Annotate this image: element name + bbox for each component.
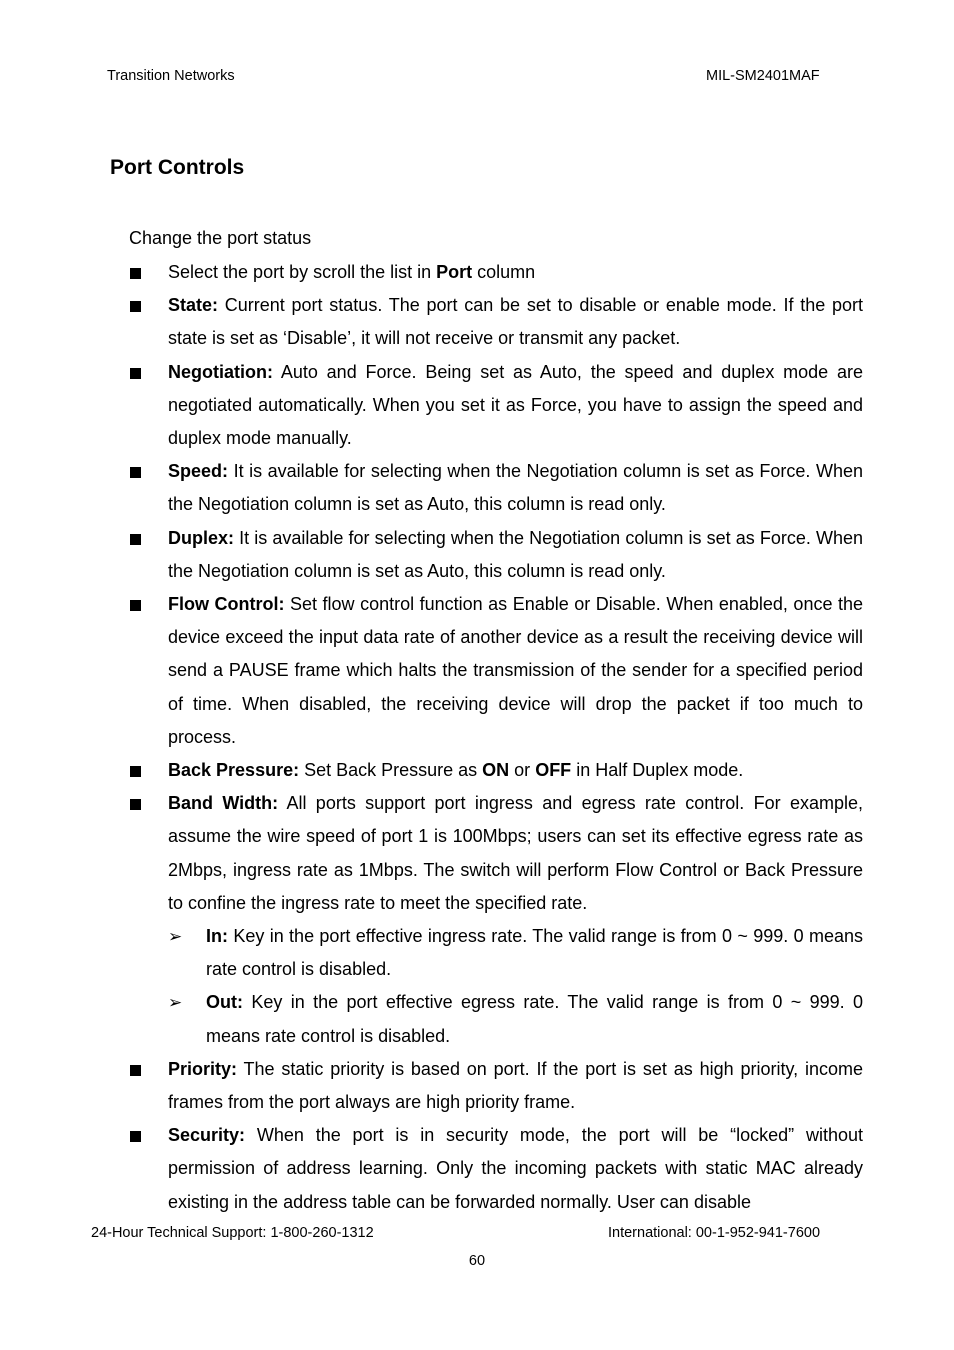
square-bullet-icon xyxy=(130,1131,141,1142)
item-text: The static priority is based on port. If the port is set as high priority, income frames from the port always are high priority frame. xyxy=(168,1058,863,1113)
square-bullet-icon xyxy=(130,268,141,279)
item-label: Negotiation: xyxy=(168,361,273,382)
arrowhead-bullet-icon: ➢ xyxy=(168,927,183,947)
item-bold: ON xyxy=(482,760,510,781)
item-label: Security: xyxy=(168,1125,246,1146)
item-label: Band Width: xyxy=(168,793,279,814)
intro-text: Change the port status xyxy=(129,228,312,248)
square-bullet-icon xyxy=(130,1065,141,1076)
sublist-item-in xyxy=(168,920,863,986)
square-bullet-icon xyxy=(130,467,141,478)
item-label: Back Pressure: xyxy=(168,760,300,781)
item-text: or xyxy=(509,760,536,781)
square-bullet-icon xyxy=(130,766,141,777)
page-number: 60 xyxy=(468,1253,486,1269)
item-text: Set flow control function as Enable or Disable. When enabled, once the device exceed the input data rate of another device as a result the receiving device will send a PAUSE frame which halts the transmission of the sender for a specified period of time. When disabled, the receiving device will drop the packet if too much to process. xyxy=(168,594,864,747)
header-left: Transition Networks xyxy=(107,68,235,84)
sublist-item-out xyxy=(168,986,863,1052)
item-text: All ports support port ingress and egress rate control. For example, assume the wire speed of port 1 is 100Mbps; users can set its effective egress rate as 2Mbps, ingress rate as 1Mbps. The switch will perform Flow Control or Back Pressure to confine the ingress rate to meet the specified rate. xyxy=(168,793,863,913)
band-width-sublist xyxy=(168,920,863,1053)
item-text: Key in the port effective ingress rate. The valid range is from 0 ~ 999. 0 means rate control is disabled. xyxy=(206,926,863,980)
item-bold: OFF xyxy=(535,760,572,781)
item-text: Auto and Force. Being set as Auto, the speed and duplex mode are negotiated automatically. When you set it as Force, you have to assign the speed and duplex mode manually. xyxy=(168,361,863,449)
item-label: State: xyxy=(168,295,219,316)
list-item-port xyxy=(129,256,863,289)
item-text: Select the port by scroll the list in xyxy=(168,262,437,282)
square-bullet-icon xyxy=(130,799,141,810)
item-label: Priority: xyxy=(168,1058,238,1079)
list-item-negotiation xyxy=(129,356,863,456)
item-text: Current port status. The port can be set to disable or enable mode. If the port state is set as ‘Disable’, it will not receive or transmit any packet. xyxy=(168,295,863,349)
list-item-band-width xyxy=(129,787,863,1053)
item-label: Duplex: xyxy=(168,527,235,548)
arrowhead-bullet-icon: ➢ xyxy=(168,993,183,1013)
item-text: It is available for selecting when the Negotiation column is set as Force. When the Negotiation column is set as Auto, this column is read only. xyxy=(168,461,863,515)
item-label: Flow Control: xyxy=(168,594,285,615)
item-text: Key in the port effective egress rate. The valid range is from 0 ~ 999. 0 means rate control is disabled. xyxy=(206,992,863,1046)
page-title: Port Controls xyxy=(110,156,245,179)
list-item-flow-control xyxy=(129,588,863,754)
item-label: In: xyxy=(206,926,228,947)
square-bullet-icon xyxy=(130,534,141,545)
list-item-security xyxy=(129,1119,863,1219)
list-item-duplex xyxy=(129,522,863,588)
header-right: MIL-SM2401MAF xyxy=(706,68,820,84)
item-text: column xyxy=(472,262,536,282)
footer-international: International: 00-1-952-941-7600 xyxy=(608,1225,821,1241)
list-item-back-pressure xyxy=(129,754,863,787)
footer-support: 24-Hour Technical Support: 1-800-260-1312 xyxy=(91,1225,374,1241)
item-text: When the port is in security mode, the port will be “locked” without permission of address learning. Only the incoming packets with static MAC already existing in the address table can be forwarded normally. User can disable xyxy=(168,1125,863,1212)
item-text: It is available for selecting when the Negotiation column is set as Force. When the Negotiation column is set as Auto, this column is read only. xyxy=(168,527,863,581)
item-label: Speed: xyxy=(168,461,229,482)
list-item-speed xyxy=(129,455,863,521)
square-bullet-icon xyxy=(130,301,141,312)
square-bullet-icon xyxy=(130,600,141,611)
square-bullet-icon xyxy=(130,368,141,379)
item-text: in Half Duplex mode. xyxy=(571,760,744,781)
list-item-state xyxy=(129,289,863,355)
item-label: Out: xyxy=(206,992,243,1013)
item-bold: Port xyxy=(436,262,473,282)
item-text: Set Back Pressure as xyxy=(299,760,483,781)
port-controls-list xyxy=(129,256,863,1219)
list-item-priority xyxy=(129,1053,863,1119)
